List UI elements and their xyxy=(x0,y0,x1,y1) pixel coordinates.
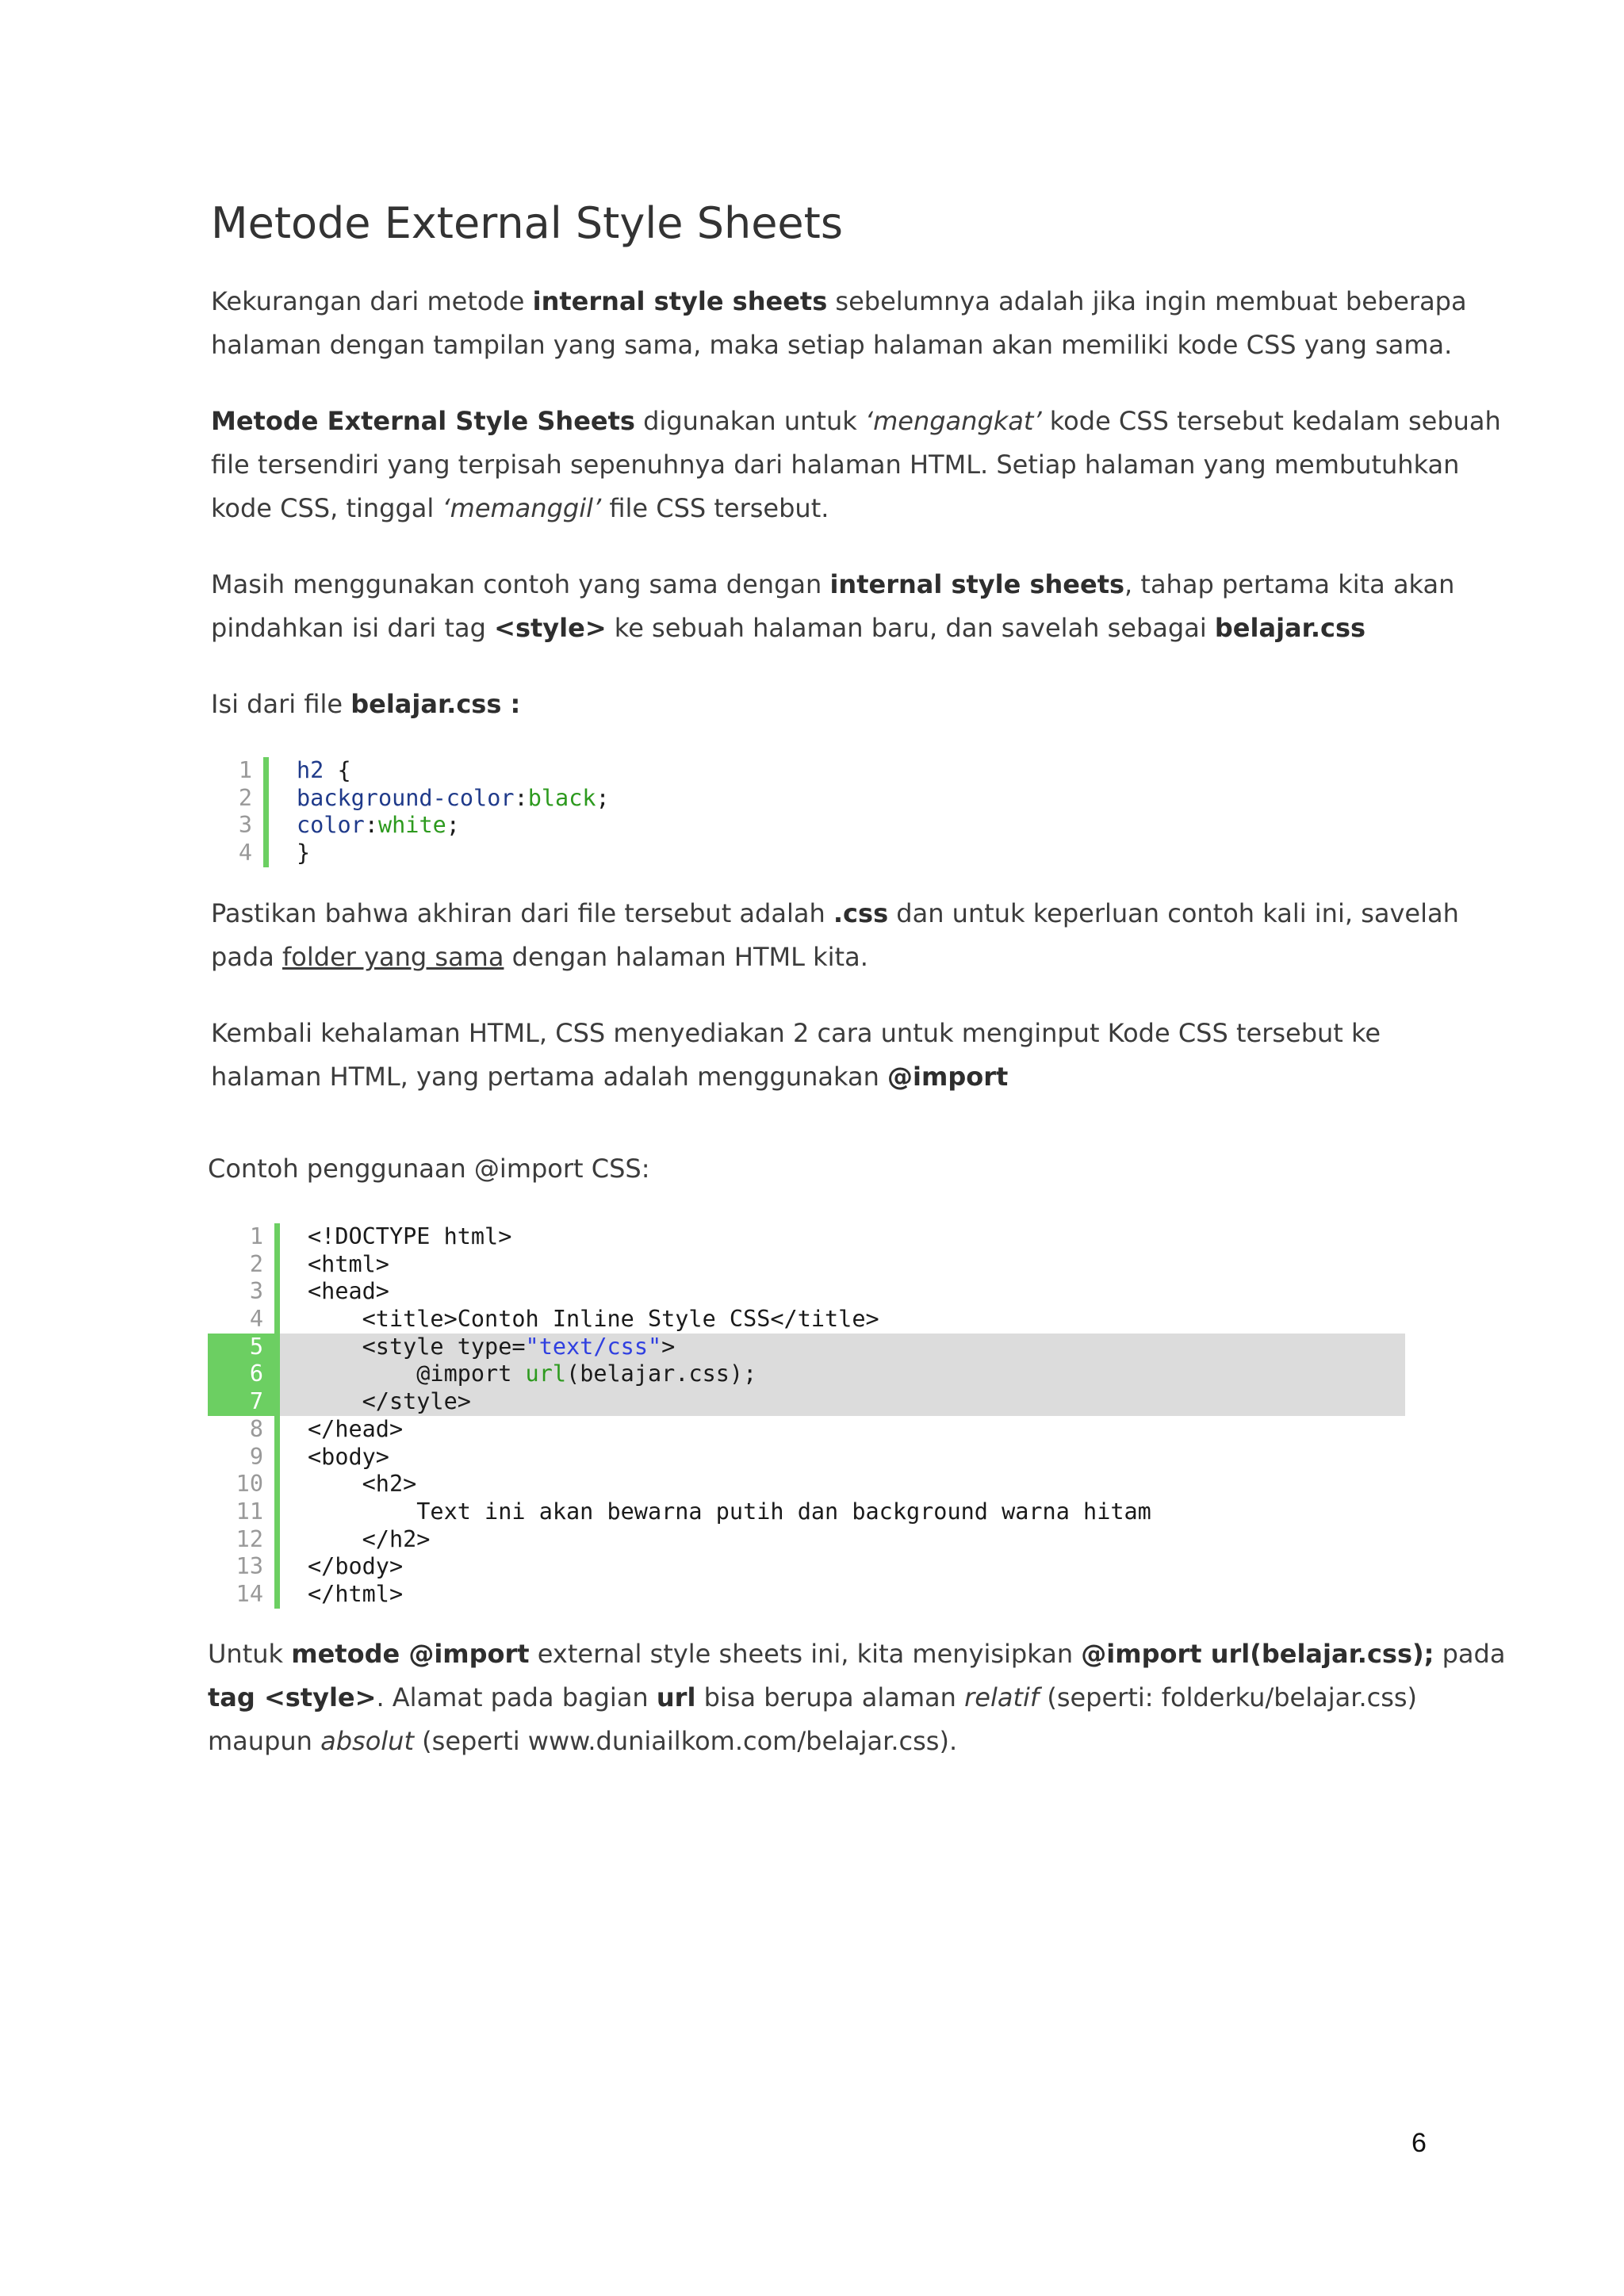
code-line xyxy=(208,1250,389,1279)
paragraph-import-explanation xyxy=(208,1632,1506,1763)
paragraph-external-method xyxy=(211,400,1501,530)
paragraph-line: Pastikan bahwa akhiran dari file tersebut adalah .css dan untuk keperluan contoh kali ini, savelah xyxy=(211,898,1459,928)
code-text: </html> xyxy=(308,1580,404,1607)
code-line xyxy=(208,1223,512,1251)
line-number: 14 xyxy=(236,1580,263,1607)
gutter-bar xyxy=(274,1498,280,1526)
code-text: <title>Contoh Inline Style CSS</title> xyxy=(308,1306,879,1333)
code-line xyxy=(208,1471,417,1498)
gutter-bar xyxy=(274,1306,280,1334)
paragraph-line: Kembali kehalaman HTML, CSS menyediakan 2 cara untuk menginput Kode CSS tersebut ke xyxy=(211,1018,1381,1048)
code-text: </h2> xyxy=(308,1525,431,1552)
code-text: } xyxy=(297,840,311,867)
line-number: 9 xyxy=(249,1443,263,1470)
gutter-bar xyxy=(263,812,269,840)
code-text xyxy=(297,757,351,785)
code-line xyxy=(208,1553,404,1581)
gutter-bar xyxy=(263,840,269,867)
page-title: Metode External Style Sheets xyxy=(211,198,843,248)
code-text: <body> xyxy=(308,1443,389,1470)
code-text: </style> xyxy=(308,1388,471,1415)
gutter-bar xyxy=(274,1471,280,1498)
code-line xyxy=(208,1443,389,1471)
paragraph-line: Contoh penggunaan @import CSS: xyxy=(208,1154,650,1184)
code-text: @import url(belajar.css); xyxy=(308,1360,757,1387)
paragraph-line: file tersendiri yang terpisah sepenuhnya dari halaman HTML. Setiap halaman yang membutuhkan xyxy=(211,450,1460,480)
paragraph-intro xyxy=(211,280,1467,367)
code-line-highlighted xyxy=(208,1388,471,1416)
paragraph-css-extension xyxy=(211,892,1459,979)
gutter-bar xyxy=(274,1360,280,1388)
gutter-bar xyxy=(274,1581,280,1609)
css-brace: { xyxy=(324,757,351,783)
code-line xyxy=(208,1580,404,1609)
css-selector: h2 xyxy=(297,757,324,783)
line-number: 12 xyxy=(236,1525,263,1552)
paragraph-two-ways xyxy=(211,1012,1416,1099)
code-text: Text ini akan bewarna putih dan background warna hitam xyxy=(308,1498,1151,1525)
code-text: <h2> xyxy=(308,1471,417,1498)
paragraph-line: Isi dari file belajar.css : xyxy=(211,689,521,719)
paragraph-file-contents xyxy=(211,683,1416,726)
line-number: 8 xyxy=(249,1415,263,1442)
code-line xyxy=(208,1278,389,1306)
line-number: 3 xyxy=(238,812,252,839)
paragraph-line: Untuk metode @import external style sheets ini, kita menyisipkan @import url(belajar.css); pada xyxy=(208,1639,1506,1669)
paragraph-line: halaman HTML, yang pertama adalah menggunakan @import xyxy=(211,1062,1009,1092)
paragraph-line: halaman dengan tampilan yang sama, maka setiap halaman akan memiliki kode CSS yang sama. xyxy=(211,330,1453,360)
line-number: 4 xyxy=(249,1306,263,1333)
code-line xyxy=(208,1525,431,1554)
line-number: 2 xyxy=(238,784,252,811)
gutter-bar xyxy=(274,1388,280,1416)
code-line xyxy=(208,1306,879,1334)
page-number: 6 xyxy=(1411,2128,1427,2158)
gutter-bar xyxy=(274,1553,280,1581)
paragraph-line: tag <style>. Alamat pada bagian url bisa berupa alaman relatif (seperti: folderku/belajar.css) xyxy=(208,1682,1418,1712)
gutter-bar xyxy=(274,1251,280,1279)
gutter-bar xyxy=(274,1278,280,1306)
gutter-bar xyxy=(274,1444,280,1471)
code-block-belajar-css xyxy=(211,757,610,867)
paragraph-line: pada folder yang sama dengan halaman HTML kita. xyxy=(211,942,868,972)
code-line xyxy=(211,784,610,813)
code-text: color:white; xyxy=(297,812,460,839)
line-number: 5 xyxy=(208,1334,274,1361)
paragraph-line: maupun absolut (seperti www.duniailkom.com/belajar.css). xyxy=(208,1726,958,1756)
gutter-bar xyxy=(263,785,269,813)
paragraph-line: Metode External Style Sheets digunakan untuk ‘mengangkat’ kode CSS tersebut kedalam sebuah xyxy=(211,406,1501,436)
code-text: <head> xyxy=(308,1278,389,1305)
paragraph-first-step xyxy=(211,563,1455,650)
line-number: 1 xyxy=(249,1223,263,1249)
line-number: 11 xyxy=(236,1498,263,1525)
line-number: 2 xyxy=(249,1250,263,1277)
line-number: 10 xyxy=(236,1471,263,1498)
code-text: <style type="text/css"> xyxy=(308,1333,676,1360)
line-number: 1 xyxy=(238,757,252,783)
paragraph-line: kode CSS, tinggal ‘memanggil’ file CSS tersebut. xyxy=(211,493,829,523)
code-text: <html> xyxy=(308,1250,389,1277)
paragraph-line: Masih menggunakan contoh yang sama dengan internal style sheets, tahap pertama kita akan xyxy=(211,569,1455,599)
line-number: 6 xyxy=(208,1360,274,1388)
paragraph-import-example xyxy=(208,1147,1413,1191)
code-block-import-example xyxy=(208,1223,1151,1609)
code-line xyxy=(211,812,460,840)
code-line xyxy=(211,840,311,867)
gutter-bar xyxy=(274,1526,280,1554)
gutter-bar xyxy=(263,757,269,785)
gutter-bar xyxy=(274,1223,280,1251)
paragraph-line: Kekurangan dari metode internal style sheets sebelumnya adalah jika ingin membuat beberapa xyxy=(211,286,1467,316)
code-line-highlighted xyxy=(208,1360,757,1388)
code-text: </body> xyxy=(308,1553,404,1580)
gutter-bar xyxy=(274,1334,280,1361)
line-number: 3 xyxy=(249,1278,263,1305)
code-line-highlighted xyxy=(208,1333,676,1361)
gutter-bar xyxy=(274,1416,280,1444)
code-text: </head> xyxy=(308,1415,404,1442)
paragraph-line: pindahkan isi dari tag <style> ke sebuah halaman baru, dan savelah sebagai belajar.css xyxy=(211,613,1366,643)
line-number: 4 xyxy=(238,840,252,867)
line-number: 7 xyxy=(208,1388,274,1416)
code-line xyxy=(208,1498,1151,1526)
code-text: <!DOCTYPE html> xyxy=(308,1223,512,1249)
code-line xyxy=(208,1415,404,1444)
code-text: background-color:black; xyxy=(297,784,610,811)
line-number: 13 xyxy=(236,1553,263,1580)
code-line xyxy=(211,757,351,785)
